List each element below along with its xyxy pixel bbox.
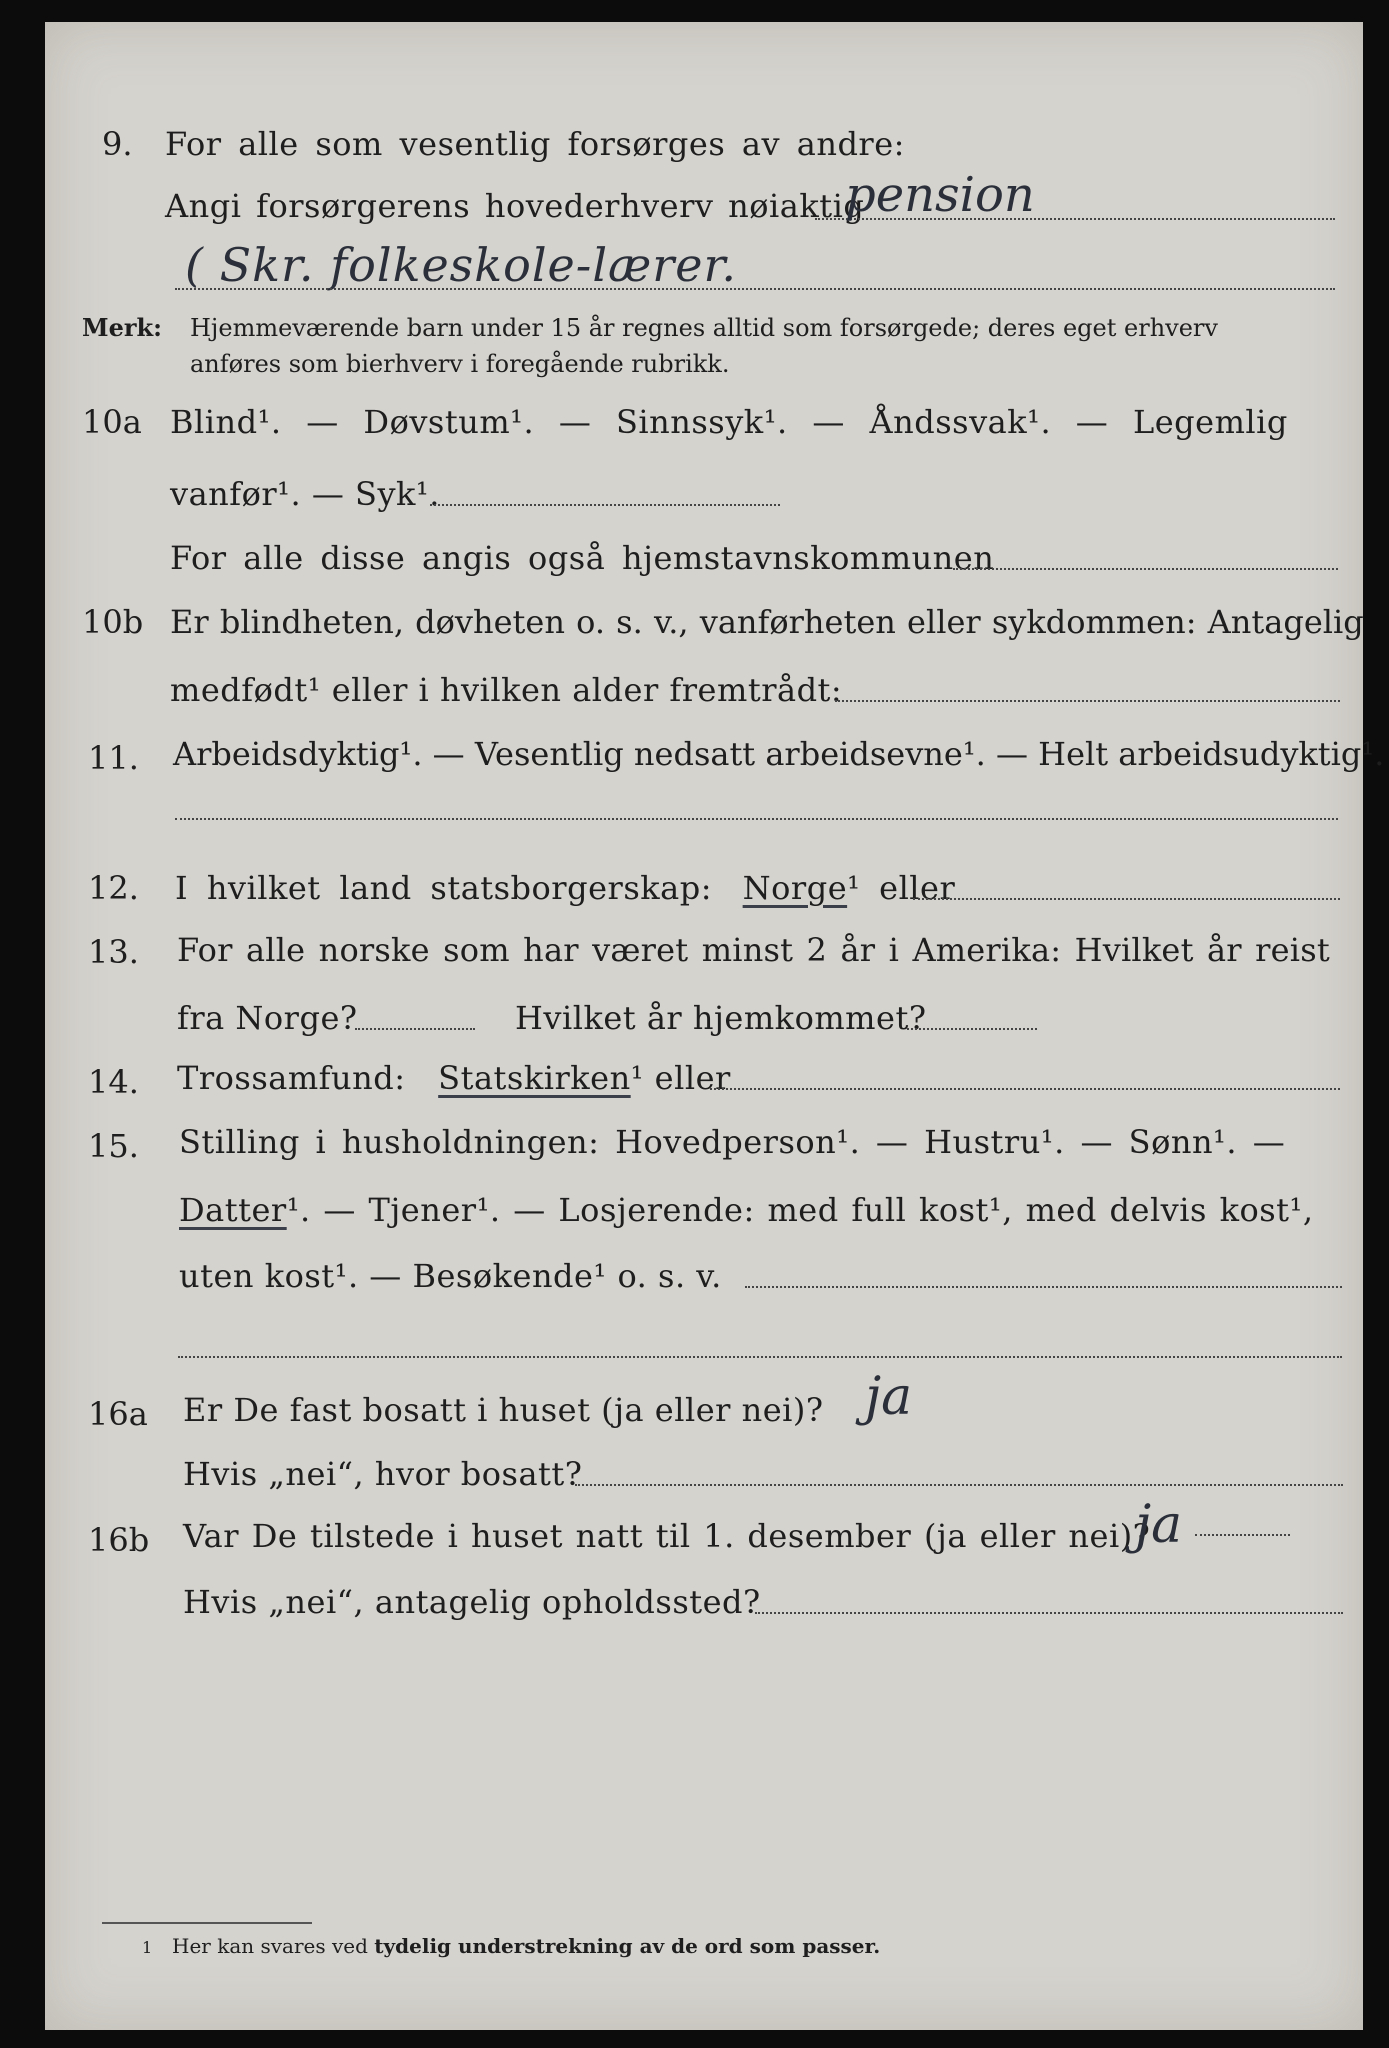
q15-line2 xyxy=(179,1190,1314,1230)
q12-suffix: ¹ eller xyxy=(847,869,956,907)
q16a-handwritten-answer: ja xyxy=(865,1367,913,1427)
q14-suffix: ¹ eller xyxy=(630,1059,731,1097)
q12-prefix: I hvilket land statsborgerskap: xyxy=(175,869,712,907)
q14-prefix: Trossamfund: xyxy=(177,1059,406,1097)
q14-statskirken-underlined: Statskirken xyxy=(438,1059,631,1097)
footnote-mark: 1 xyxy=(142,1938,153,1957)
q15-line3: uten kost¹. — Besøkende¹ o. s. v. xyxy=(179,1257,722,1295)
footnote-rule xyxy=(102,1922,312,1924)
q10a-answer-line-2 xyxy=(953,568,1338,570)
footnote-text-a: Her kan svares ved xyxy=(172,1934,368,1958)
q10a-answer-line-1 xyxy=(430,504,780,506)
q15-number: 15. xyxy=(88,1127,139,1165)
merk-label: Merk: xyxy=(82,313,162,342)
q15-answer-line-2 xyxy=(178,1356,1342,1358)
q10b-line2: medfødt¹ eller i hvilken alder fremtrådt: xyxy=(170,671,843,709)
q15-line1: Stilling i husholdningen: Hovedperson¹. — Hustru¹. — Sønn¹. — xyxy=(179,1123,1286,1161)
q14-answer-line xyxy=(710,1088,1340,1090)
merk-line2: anføres som bierhverv i foregående rubrikk. xyxy=(190,350,730,378)
q11-answer-line xyxy=(175,818,1338,820)
q15-datter-underlined: Datter xyxy=(179,1191,287,1229)
q12-line xyxy=(175,868,955,908)
q11-line1: Arbeidsdyktig¹. — Vesentlig nedsatt arbeidsevne¹. — Helt arbeidsudyktig¹. xyxy=(173,735,1385,773)
q10b-line1: Er blindheten, døvheten o. s. v., vanførheten eller sykdommen: Antagelig xyxy=(170,603,1364,641)
q13-line1: For alle norske som har været minst 2 år i Amerika: Hvilket år reist xyxy=(177,931,1330,969)
q16a-number: 16a xyxy=(88,1395,148,1433)
q13-line2b: Hvilket år hjemkommet? xyxy=(515,999,927,1037)
merk-line1: Hjemmeværende barn under 15 år regnes alltid som forsørgede; deres eget erhverv xyxy=(190,314,1218,342)
q10a-line3: For alle disse angis også hjemstavnskommunen xyxy=(170,539,995,577)
q16b-handwritten-answer: ja xyxy=(1135,1495,1183,1555)
q15-answer-line-1 xyxy=(745,1286,1342,1288)
q12-norge-underlined: Norge xyxy=(742,869,848,907)
footnote-text xyxy=(172,1934,880,1958)
q15-line2-rest: ¹. — Tjener¹. — Losjerende: med full kost¹, med delvis kost¹, xyxy=(286,1191,1314,1229)
q11-number: 11. xyxy=(88,739,139,777)
census-form-page xyxy=(45,22,1385,2030)
q9-line2: Angi forsørgerens hovederhverv nøiaktig xyxy=(165,187,865,225)
footnote-text-b: tydelig understrekning av de ord som passer. xyxy=(374,1934,881,1958)
q16b-line2: Hvis „nei“, antagelig opholdssted? xyxy=(183,1583,761,1621)
q9-line1: For alle som vesentlig forsørges av andre: xyxy=(165,125,905,163)
q13-line2a: fra Norge? xyxy=(177,999,358,1037)
q16b-answer-line-1 xyxy=(1195,1534,1290,1536)
q16a-line1: Er De fast bosatt i huset (ja eller nei)? xyxy=(183,1391,824,1429)
q10b-answer-line xyxy=(835,700,1340,702)
q13-answer-line-2 xyxy=(907,1028,1037,1030)
q12-answer-line xyxy=(913,898,1340,900)
q16b-number: 16b xyxy=(88,1521,150,1559)
q10a-line1: Blind¹. — Døvstum¹. — Sinnssyk¹. — Åndssvak¹. — Legemlig xyxy=(170,403,1288,441)
q10b-number: 10b xyxy=(82,603,144,641)
q14-number: 14. xyxy=(88,1063,139,1101)
q9-handwritten-2: ( Skr. folkeskole-lærer. xyxy=(185,238,738,292)
q10a-number: 10a xyxy=(82,403,142,441)
q16a-answer-line xyxy=(575,1484,1343,1486)
q16a-line2: Hvis „nei“, hvor bosatt? xyxy=(183,1455,583,1493)
q13-number: 13. xyxy=(88,933,139,971)
q9-answer-line-2 xyxy=(175,288,1335,290)
q9-number: 9. xyxy=(102,125,133,163)
q16b-line1: Var De tilstede i huset natt til 1. desember (ja eller nei)? xyxy=(183,1517,1151,1555)
q14-line xyxy=(177,1058,731,1098)
q16b-answer-line-2 xyxy=(755,1612,1343,1614)
q13-answer-line-1 xyxy=(355,1028,475,1030)
q10a-line2: vanfør¹. — Syk¹. xyxy=(170,475,440,513)
q12-number: 12. xyxy=(88,869,139,907)
q9-handwritten-1: pension xyxy=(845,167,1035,223)
